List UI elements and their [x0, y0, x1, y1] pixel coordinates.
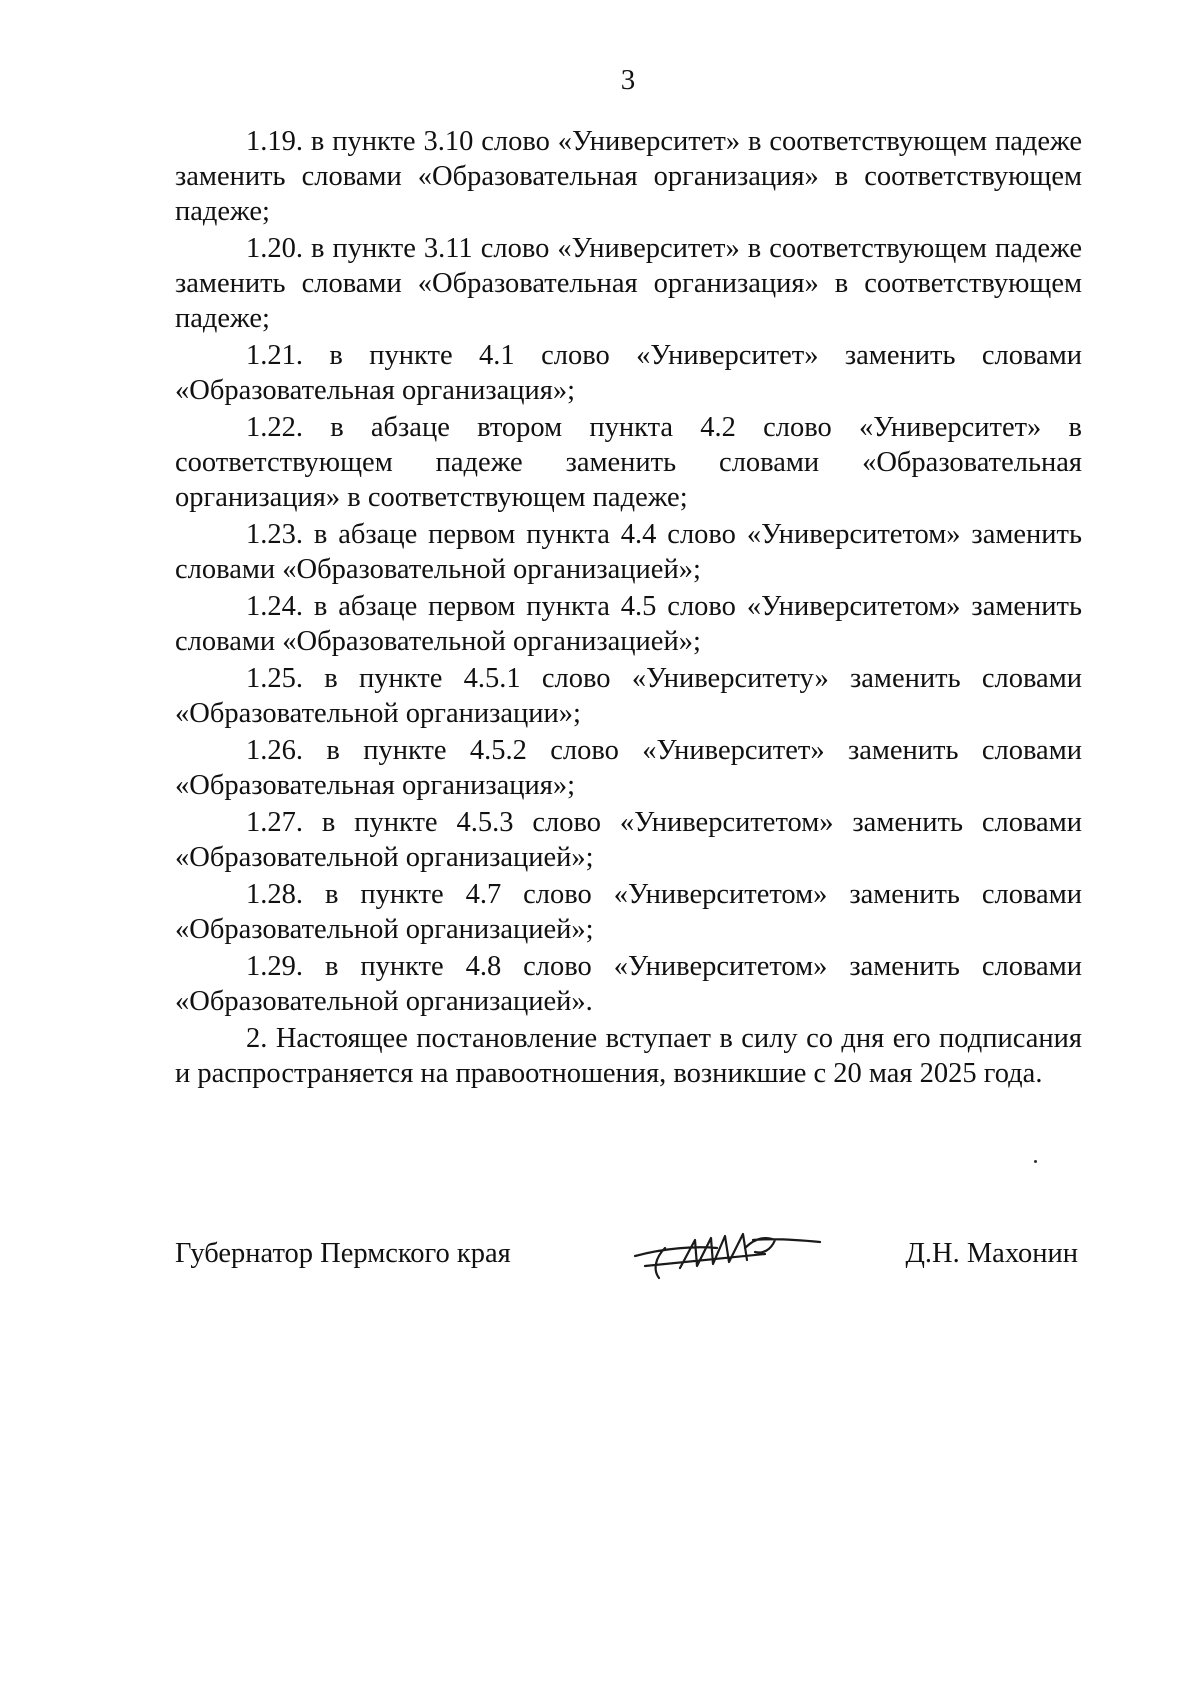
- paragraph-1-29: 1.29. в пункте 4.8 слово «Университетом» заменить словами «Образовательной организацией».: [175, 951, 1082, 1017]
- paragraph-1-25: 1.25. в пункте 4.5.1 слово «Университету» заменить словами «Образовательной организации»;: [175, 663, 1082, 729]
- document-body: [175, 124, 1082, 1093]
- paragraph-1-22: 1.22. в абзаце втором пункта 4.2 слово «Университет» в соответствующем падеже заменить словами «Образовательная организация» в соответствующем падеже;: [175, 412, 1082, 513]
- paragraph-2: 2. Настоящее постановление вступает в силу со дня его подписания и распространяется на правоотношения, возникшие с 20 мая 2025 года.: [175, 1023, 1082, 1089]
- page-number: 3: [620, 64, 636, 96]
- signatory-name: Д.Н. Махонин: [905, 1238, 1078, 1269]
- paragraph-1-21: 1.21. в пункте 4.1 слово «Университет» заменить словами «Образовательная организация»;: [175, 340, 1082, 406]
- paragraph-1-27: 1.27. в пункте 4.5.3 слово «Университетом» заменить словами «Образовательной организацией»;: [175, 807, 1082, 873]
- signatory-position: Губернатор Пермского края: [175, 1238, 511, 1269]
- paragraph-1-20: 1.20. в пункте 3.11 слово «Университет» в соответствующем падеже заменить словами «Образовательная организация» в соответствующем падеже;: [175, 233, 1082, 334]
- paragraph-1-26: 1.26. в пункте 4.5.2 слово «Университет» заменить словами «Образовательная организация»;: [175, 735, 1082, 801]
- paragraph-1-19: 1.19. в пункте 3.10 слово «Университет» в соответствующем падеже заменить словами «Образовательная организация» в соответствующем падеже;: [175, 126, 1082, 227]
- paragraph-1-23: 1.23. в абзаце первом пункта 4.4 слово «Университетом» заменить словами «Образовательной организацией»;: [175, 519, 1082, 585]
- paragraph-1-28: 1.28. в пункте 4.7 слово «Университетом» заменить словами «Образовательной организацией»;: [175, 879, 1082, 945]
- paragraph-1-24: 1.24. в абзаце первом пункта 4.5 слово «Университетом» заменить словами «Образовательной организацией»;: [175, 591, 1082, 657]
- signature-block: [175, 1228, 1082, 1288]
- scan-speck: [1034, 1160, 1037, 1163]
- handwritten-signature: [625, 1218, 825, 1288]
